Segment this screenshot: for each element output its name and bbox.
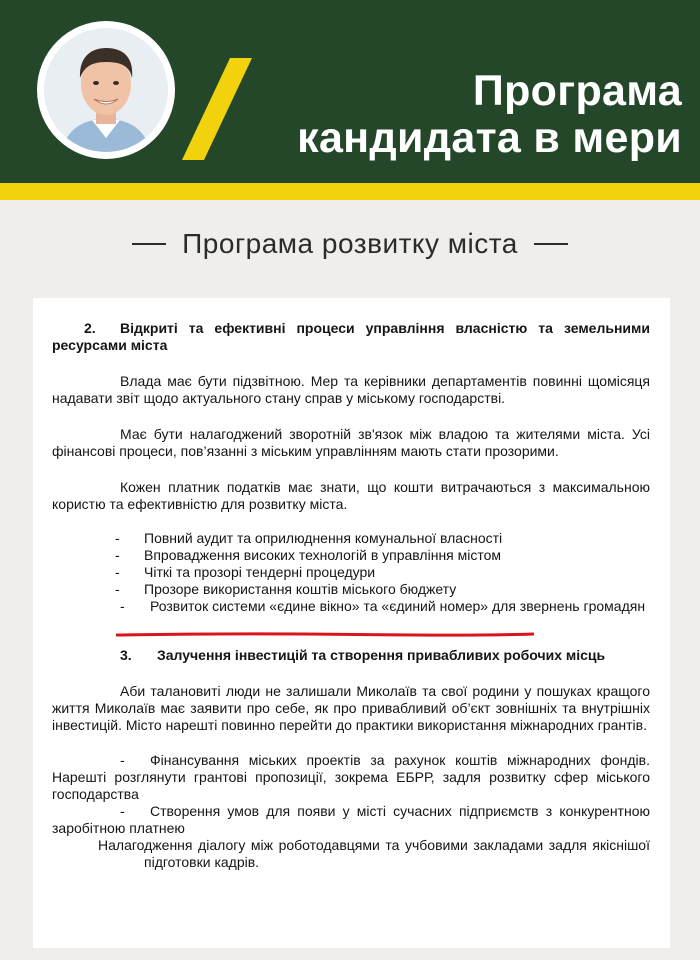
heading-dash-left (132, 243, 166, 245)
item-text: Фінансування міських проектів за рахунок коштів міжнародних фондів. Нарешті розглянути грантові пропозиції, зокрема ЕБРР, задля розвитку сфер міського господарства (52, 752, 650, 802)
bullet-mark: - (115, 564, 120, 580)
section3-number: 3. (120, 647, 132, 663)
bullet-text: Впровадження високих технологій в управління містом (144, 547, 502, 563)
section-heading-text: Програма розвитку міста (182, 228, 518, 259)
section2-bullet-list (52, 530, 650, 615)
bullet-mark: - (120, 752, 125, 768)
banner-title-line1: Програма (472, 67, 682, 115)
section-heading (0, 228, 700, 260)
section2-title: Відкриті та ефективні процеси управління власністю та земельними ресурсами міста (52, 320, 650, 353)
section3-list (52, 752, 650, 871)
heading-dash-right (534, 243, 568, 245)
section2-heading (52, 320, 650, 354)
red-underline-annotation (116, 632, 534, 637)
candidate-photo (44, 28, 168, 152)
bullet-mark: - (115, 547, 120, 563)
list-item (52, 530, 650, 547)
item-text: Створення умов для появи у місті сучасних підприємств з конкурентною заробітною платнею (52, 803, 650, 836)
bullet-mark: - (115, 581, 120, 597)
list-item (52, 581, 650, 598)
section2-paragraph-3: Кожен платник податків має знати, що кошти витрачаються з максимальною користю та ефективністю для розвитку міста. (52, 479, 650, 512)
bullet-text: Повний аудит та оприлюднення комунальної власності (144, 530, 503, 546)
bullet-mark: - (120, 598, 125, 614)
section3-title: Залучення інвестицій та створення привабливих робочих місць (157, 647, 606, 663)
bullet-mark: - (120, 803, 125, 819)
yellow-slash-icon (182, 58, 252, 160)
section2-paragraph-2: Має бути налагоджений зворотній зв'язок між владою та жителями міста. Усі фінансові процеси, пов’язанні з міським управлінням мають стати прозорими. (52, 426, 650, 459)
bullet-text: Розвиток системи «єдине вікно» та «єдиний номер» для звернень громадян (150, 598, 646, 614)
portrait-image (44, 28, 168, 152)
section3-last-line: Налагодження діалогу між роботодавцями та учбовими закладами задля якіснішої підготовки кадрів. (98, 837, 650, 870)
bullet-text-highlighted: Прозоре використання коштів міського бюджету (144, 581, 457, 597)
bullet-text: Чіткі та прозорі тендерні процедури (144, 564, 376, 580)
section2-number: 2. (84, 320, 96, 336)
section2-paragraph-1: Влада має бути підзвітною. Мер та керівники департаментів повинні щомісяця надавати звіт щодо актуального стану справ у міському господарстві. (52, 373, 650, 406)
bullet-mark: - (115, 530, 120, 546)
yellow-stripe (0, 183, 700, 200)
list-item (52, 564, 650, 581)
list-item (52, 752, 650, 803)
list-item (52, 803, 650, 837)
section3-paragraph: Аби талановиті люди не залишали Миколаїв та свої родини у пошуках кращого життя Миколаїв має заявити про себе, як про привабливий об’єкт зовнішніх та внутрішніх інвестицій. Місто нарешті повинно перейти до практики використання міжнародних грантів. (52, 683, 650, 733)
section3-heading (52, 647, 650, 664)
list-item (52, 598, 650, 615)
document-content (52, 320, 650, 871)
banner-title-line2: кандидата в мери (297, 114, 682, 162)
banner-title (297, 68, 682, 162)
list-item (52, 547, 650, 564)
